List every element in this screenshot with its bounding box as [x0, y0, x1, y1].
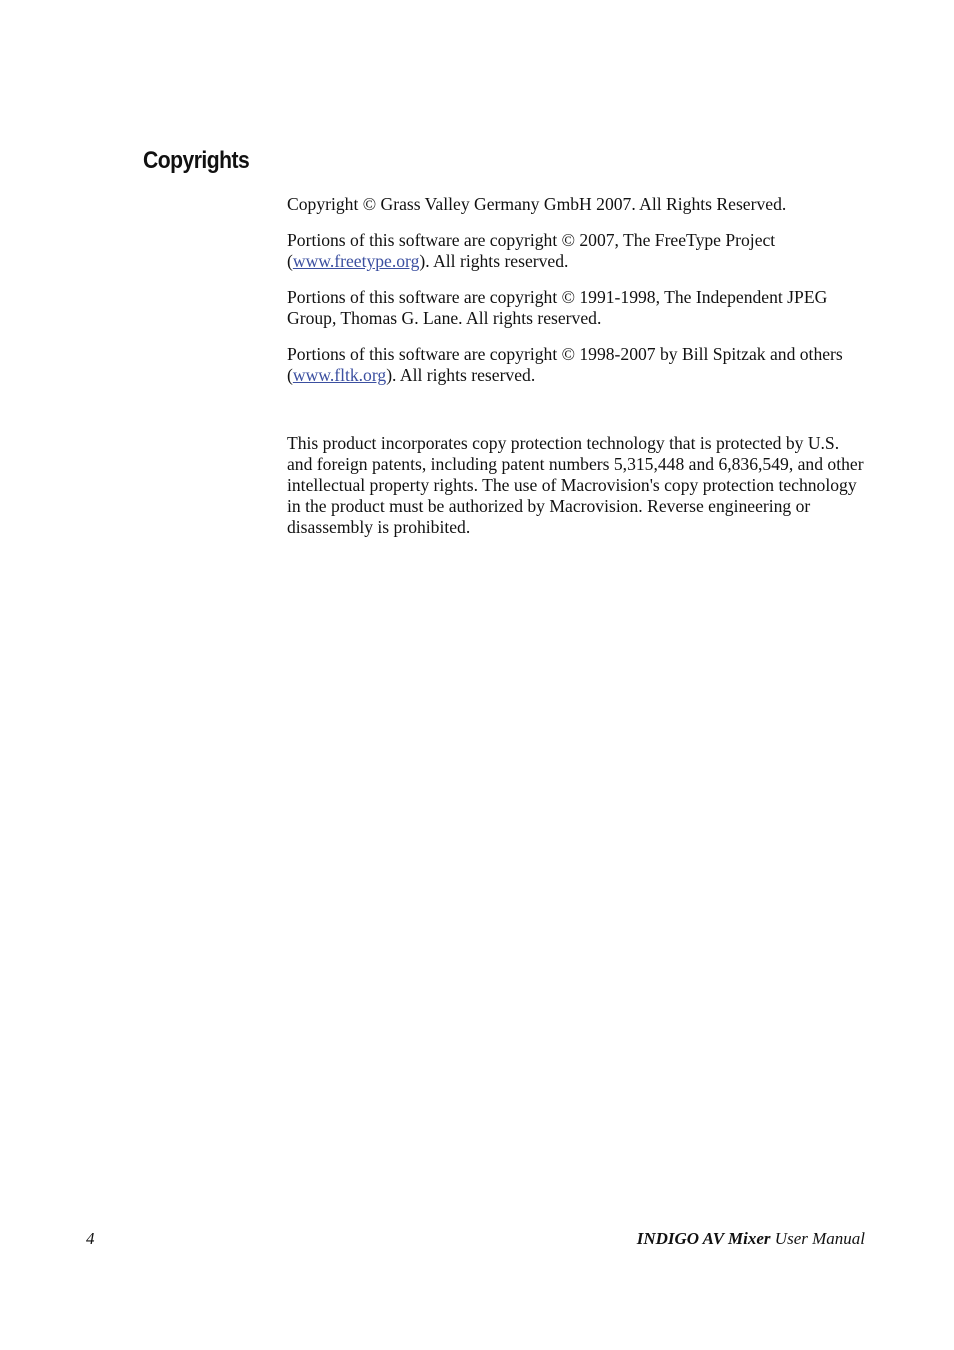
freetype-text-start: Portions of this software are copyright © 2007, The FreeType Project (	[287, 230, 776, 271]
fltk-text-start: Portions of this software are copyright © 1998-2007 by Bill Spitzak and others (	[287, 344, 843, 385]
page-title: Copyrights	[143, 147, 250, 174]
product-name: INDIGO AV Mixer	[636, 1229, 771, 1248]
freetype-paragraph	[287, 230, 867, 272]
copyright-body	[287, 194, 867, 553]
footer-title	[637, 1229, 865, 1249]
ijg-paragraph: Portions of this software are copyright © 1991-1998, The Independent JPEG Group, Thomas G. Lane. All rights reserved.	[287, 287, 828, 328]
freetype-link[interactable]: www.freetype.org	[292, 251, 420, 271]
page-number: 4	[86, 1229, 95, 1248]
copyright-paragraph: Copyright © Grass Valley Germany GmbH 2007. All Rights Reserved.	[287, 194, 787, 214]
fltk-link[interactable]: www.fltk.org	[292, 365, 387, 385]
fltk-text-end: ). All rights reserved.	[386, 365, 536, 385]
macrovision-paragraph: This product incorporates copy protection technology that is protected by U.S. and foreign patents, including patent numbers 5,315,448 and 6,836,549, and other intellectual property rights. The use of Macrovision's copy protection technology in the product must be authorized by Macrovision. Reverse engineering or disassembly is prohibited.	[287, 433, 864, 537]
document-type: User Manual	[774, 1229, 865, 1248]
fltk-paragraph	[287, 344, 867, 386]
freetype-text-end: ). All rights reserved.	[419, 251, 569, 271]
